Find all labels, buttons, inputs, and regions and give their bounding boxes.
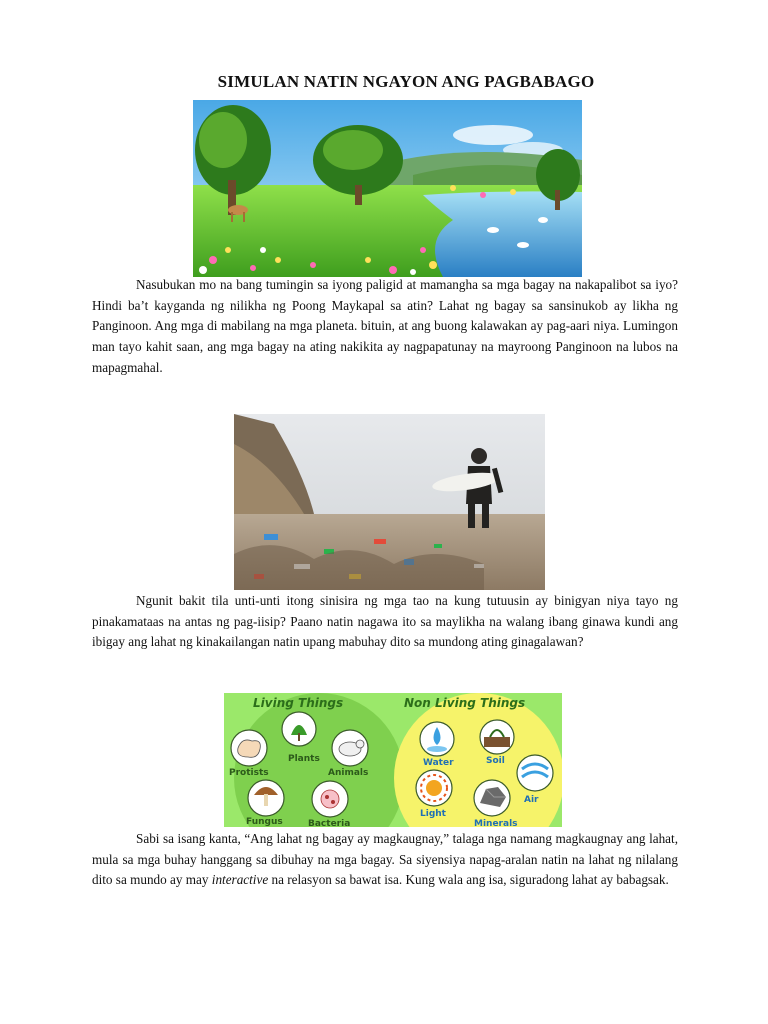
paragraph-2: Ngunit bakit tila unti-unti itong sinisira ng mga tao na kung tutuusin ay binigyan niya tayo ng pinakamataas na antas ng pag-iisip? Paano natin nagawa ito sa maylikha na walang ibang ginawa kundi ang ibigay ang lahat ng kinakailangan natin upang mabuhay dito sa mundong ating ginagalawan? (92, 593, 678, 650)
paragraph-3-emphasis: interactive (211, 872, 269, 888)
label-protists: Protists (229, 768, 269, 778)
protists-icon (238, 740, 261, 757)
bacteria-icon (321, 790, 339, 808)
label-minerals: Minerals (474, 819, 518, 827)
label-plants: Plants (288, 754, 320, 764)
page-title: SIMULAN NATIN NGAYON ANG PAGBABAGO (217, 72, 595, 91)
paragraph-3-start: Sabi sa isang kanta, “Ang lahat ng bagay ay magkaugnay,” talaga nga namang magkaugnay ang lahat, mula sa mga buhay hanggang sa dibuhay na mga bagay. Sa siyensiya napag-aralan natin na lahat ng nilalang dito sa mundo ay may (92, 831, 678, 888)
label-fungus: Fungus (246, 817, 283, 827)
polluted-beach-image (234, 414, 545, 590)
living-things-heading: Living Things (253, 696, 344, 710)
label-water: Water (423, 758, 454, 768)
paragraph-3-end: na relasyon sa bawat isa. Kung wala ang isa, siguradong lahat ay babagsak. (268, 872, 669, 888)
label-soil: Soil (486, 756, 505, 766)
living-nonliving-diagram (224, 693, 562, 827)
paragraph-3 (92, 829, 678, 891)
label-bacteria: Bacteria (308, 819, 351, 827)
label-light: Light (420, 809, 446, 819)
nonliving-things-heading: Non Living Things (404, 696, 526, 710)
nature-landscape-image (193, 100, 582, 277)
label-animals: Animals (328, 768, 369, 778)
label-air: Air (524, 795, 539, 805)
paragraph-1: Nasubukan mo na bang tumingin sa iyong paligid at mamangha sa mga bagay na nakapalibot sa iyo? Hindi ba’t kayganda ng nilikha ng Poong Maykapal sa atin? Lahat ng bagay sa sansinukob ay likha ng Panginoon. Ang mga di mabilang na mga planeta. bituin, at ang buong kalawakan ay pag-aari niya. Lumingon man tayo kahit saan, ang mga bagay na ating nakikita ay nagpapatunay na mayroong Panginoon na lubos na mapagmahal. (92, 277, 678, 375)
